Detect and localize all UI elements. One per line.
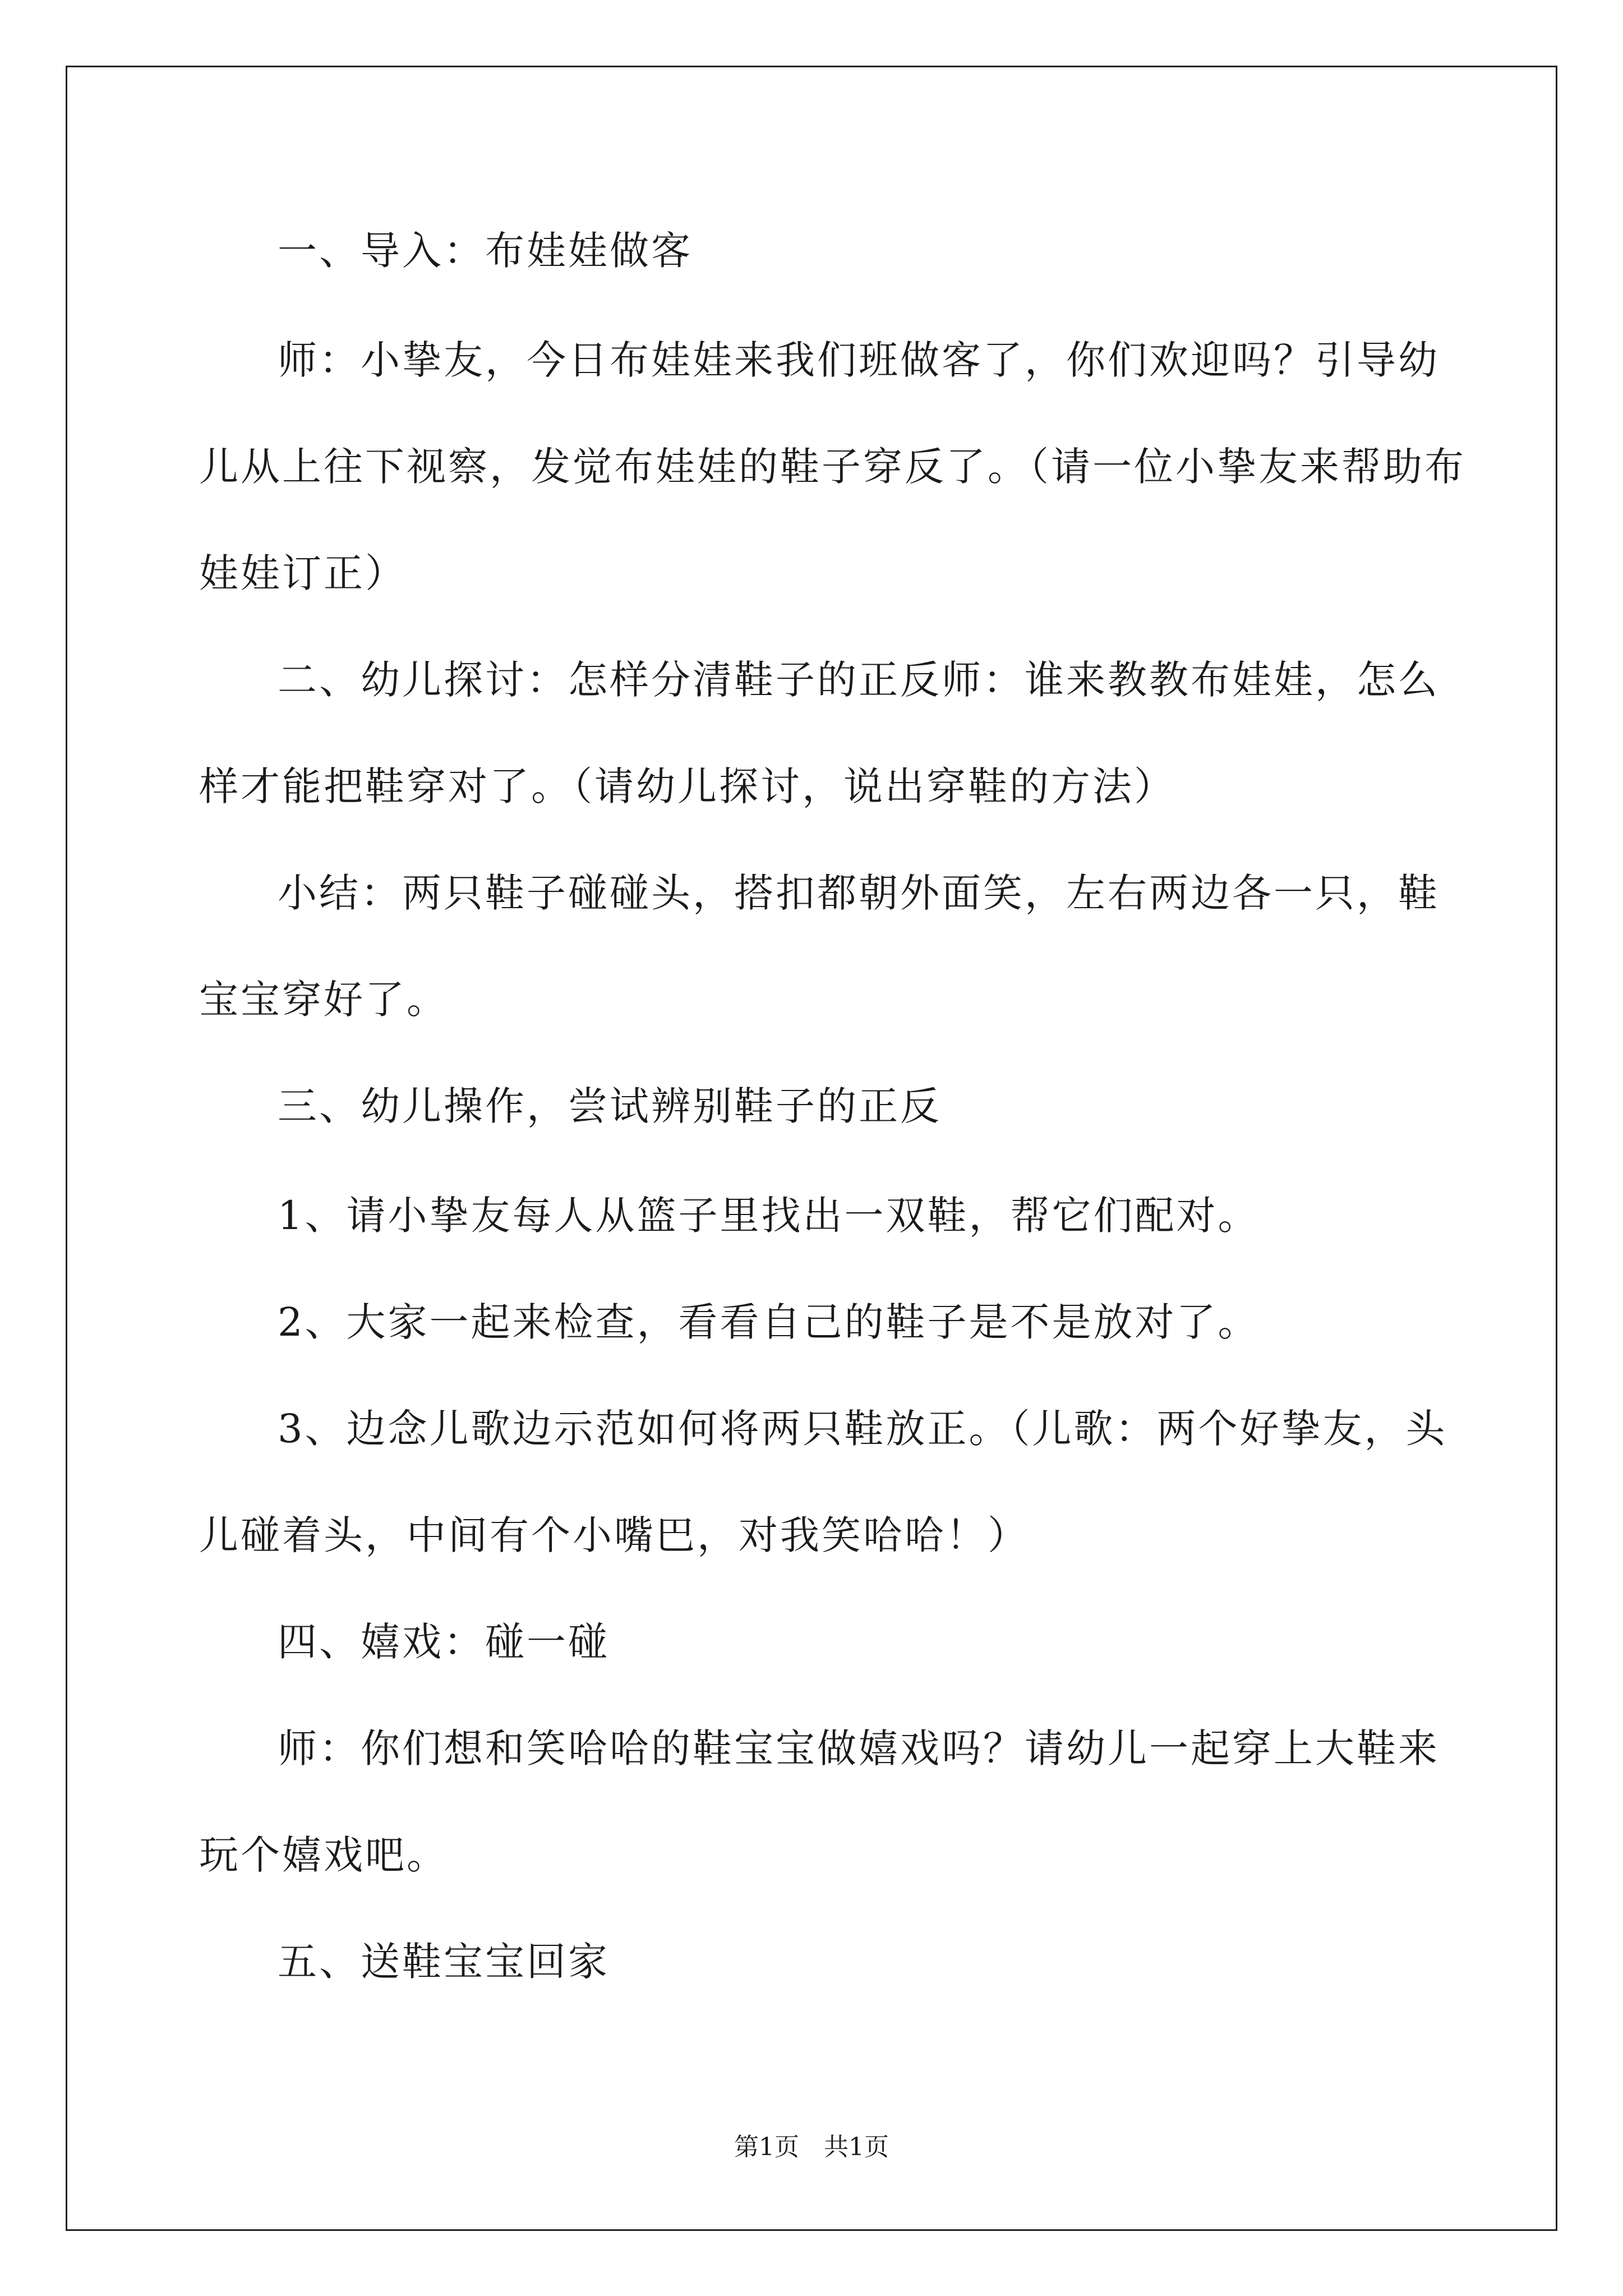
section-heading-2: 二、幼儿探讨：怎样分清鞋子的正反师：谁来教教布娃娃，怎么: [278, 657, 1440, 703]
paragraph-line: 师：你们想和笑哈哈的鞋宝宝做嬉戏吗？请幼儿一起穿上大鞋来: [278, 1726, 1440, 1772]
paragraph-line: 儿碰着头，中间有个小嘴巴，对我笑哈哈！）: [199, 1512, 1029, 1558]
paragraph-line: 娃娃订正）: [199, 550, 407, 596]
section-heading-1: 一、导入：布娃娃做客: [278, 228, 693, 274]
paragraph-line: 玩个嬉戏吧。: [199, 1832, 448, 1878]
list-item: 1、请小挚友每人从篮子里找出一双鞋，帮它们配对。: [278, 1193, 1260, 1239]
list-item: 3、边念儿歌边示范如何将两只鞋放正。（儿歌：两个好挚友，头: [278, 1406, 1447, 1452]
page-footer: 第1页 共1页: [734, 2133, 889, 2161]
page-border: [66, 66, 1557, 2231]
paragraph-line: 小结：两只鞋子碰碰头，搭扣都朝外面笑，左右两边各一只，鞋: [278, 870, 1440, 916]
section-heading-4: 四、嬉戏：碰一碰: [278, 1619, 610, 1665]
list-item: 2、大家一起来检查，看看自己的鞋子是不是放对了。: [278, 1299, 1260, 1345]
paragraph-line: 样才能把鞋穿对了。（请幼儿探讨，说出穿鞋的方法）: [199, 763, 1175, 809]
paragraph-line: 儿从上往下视察，发觉布娃娃的鞋子穿反了。（请一位小挚友来帮助布: [199, 444, 1466, 490]
paragraph-line: 师：小挚友，今日布娃娃来我们班做客了，你们欢迎吗？引导幼: [278, 337, 1440, 383]
paragraph-line: 宝宝穿好了。: [199, 977, 448, 1023]
section-heading-5: 五、送鞋宝宝回家: [278, 1939, 610, 1985]
section-heading-3: 三、幼儿操作，尝试辨别鞋子的正反: [278, 1083, 942, 1129]
